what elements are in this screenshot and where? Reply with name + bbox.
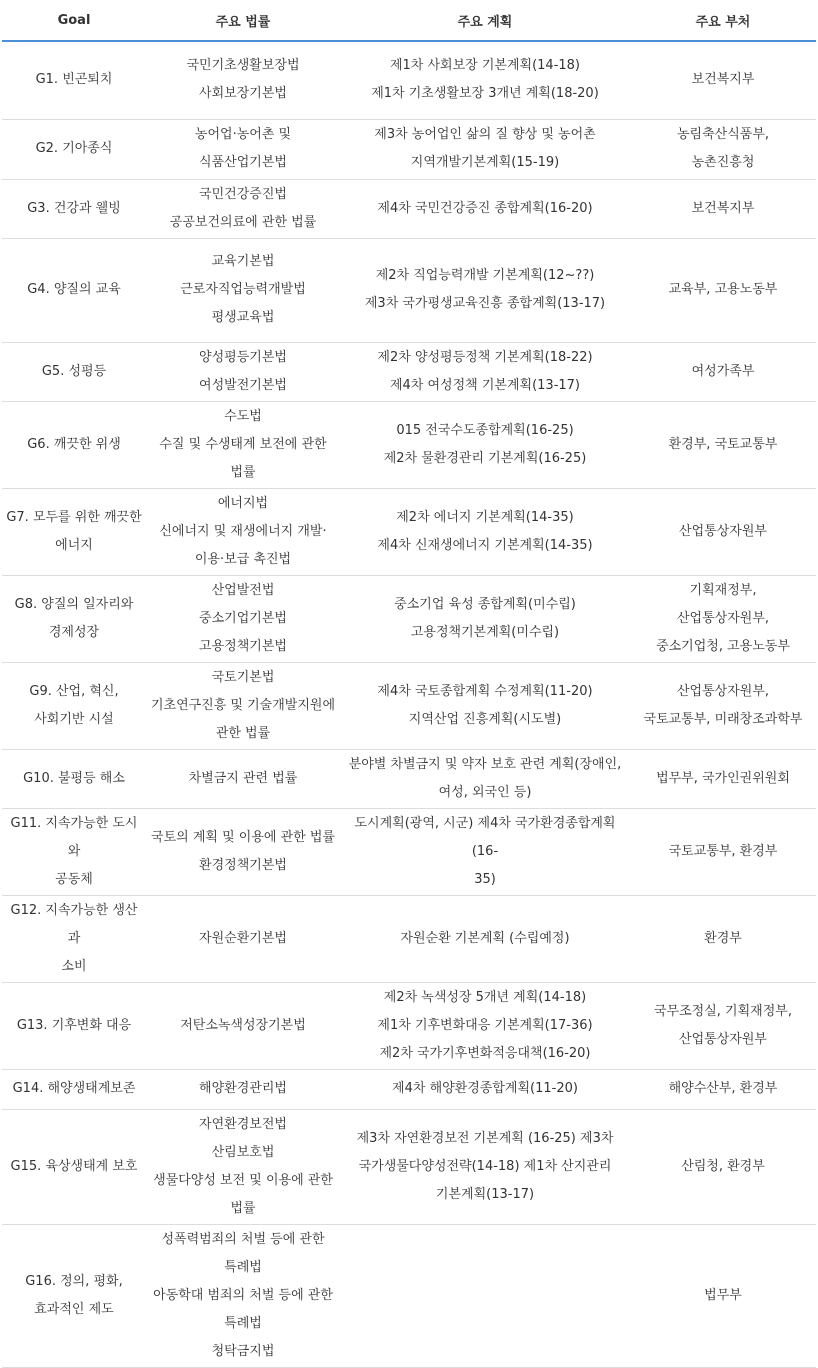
goal-cell [2,401,146,488]
laws-line: 근로자직업능력개발법 [180,282,306,297]
laws-line: 수도법 [224,408,262,424]
plans-cell [340,488,630,575]
plans-line: 기본계획(13-17) [435,1186,535,1202]
plans-line: 제2차 녹색성장 5개년 계획(14-18) [383,989,587,1005]
ministries-cell [630,1069,816,1109]
plans-line: 제1차 기초생활보장 3개년 계획(18-20) [371,86,599,102]
goal-line: G16. 정의, 평화, [25,1273,123,1289]
laws-line: 성폭력범죄의 처벌 등에 관한 [161,1231,325,1247]
ministries-cell [630,575,816,662]
laws-line: 식품산업기본법 [199,155,287,170]
plans-cell [340,575,630,662]
plans-cell [340,749,630,808]
laws-line: 수질 및 수생태계 보전에 관한 [159,436,327,452]
goal-cell [2,662,146,749]
goal-line: G12. 지속가능한 생산과 [10,902,138,946]
plans-cell [340,808,630,895]
plans-cell [340,179,630,238]
ministries-cell [630,401,816,488]
laws-line: 특례법 [224,1259,262,1275]
goal-line: 에너지 [55,537,93,553]
laws-line: 산림보호법 [211,1144,275,1160]
table-row [2,1109,816,1224]
ministries-line: 법무부, 국가인권위원회 [656,770,790,786]
laws-line: 자원순환기본법 [199,930,287,946]
laws-line: 생물다양성 보전 및 이용에 관한 [153,1172,333,1188]
plans-cell [340,1109,630,1224]
table-row [2,238,816,342]
laws-cell [146,1224,340,1367]
plans-line: 제4차 신재생에너지 기본계획(14-35) [377,537,593,553]
goal-line: G14. 해양생태계보존 [12,1081,136,1096]
laws-cell [146,749,340,808]
plans-cell [340,41,630,119]
ministries-cell [630,895,816,982]
plans-line: 제2차 양성평등정책 기본계획(18-22) [377,349,593,365]
plans-cell [340,1224,630,1367]
table-row [2,1069,816,1109]
plans-cell [340,401,630,488]
goal-cell [2,1109,146,1224]
table-row [2,179,816,238]
table-row [2,575,816,662]
laws-line: 법률 [230,1200,256,1216]
sdg-law-plan-table [2,0,816,1368]
ministries-line: 국토교통부, 미래창조과학부 [643,711,803,727]
plans-cell [340,1069,630,1109]
ministries-cell [630,749,816,808]
plans-line: 제1차 사회보장 기본계획(14-18) [389,58,581,74]
laws-line: 에너지법 [217,495,269,511]
plans-line: 제3차 국가평생교육진흥 종합계획(13-17) [364,296,606,311]
ministries-line: 산업통상자원부 [679,1031,767,1047]
laws-line: 이용·보급 촉진법 [194,551,292,567]
goal-line: G3. 건강과 웰빙 [27,200,121,216]
goal-cell [2,119,146,179]
table-row [2,749,816,808]
laws-line: 평생교육법 [211,310,275,325]
ministries-cell [630,238,816,342]
plans-line: 제1차 기후변화대응 기본계획(17-36) [377,1017,593,1033]
table-row [2,982,816,1069]
plans-line: 국가생물다양성전략(14-18) 제1차 산지관리 [358,1158,612,1174]
goal-cell [2,1069,146,1109]
laws-line: 교육기본법 [211,254,275,269]
plans-cell [340,238,630,342]
header-plans: 주요 계획 [340,0,630,41]
table-row [2,808,816,895]
laws-line: 법률 [230,464,256,480]
ministries-line: 보건복지부 [691,72,755,88]
goal-line: G7. 모두를 위한 깨끗한 [6,509,142,525]
goal-line: G1. 빈곤퇴치 [35,72,113,88]
goal-cell [2,575,146,662]
ministries-line: 산업통상자원부 [679,523,767,539]
laws-line: 중소기업기본법 [199,610,287,626]
plans-line: 지역산업 진흥계획(시도별) [408,711,562,727]
laws-line: 여성발전기본법 [199,377,287,393]
ministries-cell [630,119,816,179]
laws-line: 농어업·농어촌 및 [194,127,292,142]
ministries-cell [630,1224,816,1367]
plans-line: 제4차 해양환경종합계획(11-20) [392,1081,578,1096]
laws-cell [146,808,340,895]
goal-line: G15. 육상생태계 보호 [10,1158,138,1174]
laws-cell [146,238,340,342]
plans-line: 제2차 국가기후변화적응대책(16-20) [379,1045,591,1061]
goal-line: 소비 [61,958,87,974]
plans-cell [340,119,630,179]
ministries-cell [630,662,816,749]
plans-line: 제3차 농어업인 삶의 질 향상 및 농어촌 [374,127,596,142]
plans-line: 제2차 에너지 기본계획(14-35) [396,509,574,525]
table-row [2,488,816,575]
ministries-line: 산림청, 환경부 [681,1158,765,1174]
table-row [2,119,816,179]
goal-line: G5. 성평등 [41,363,107,379]
goal-cell [2,1224,146,1367]
goal-line: G9. 산업, 혁신, [29,683,119,699]
table-row [2,41,816,119]
laws-line: 관한 법률 [215,725,271,741]
goal-line: G4. 양질의 교육 [27,282,121,297]
goal-cell [2,808,146,895]
laws-line: 사회보장기본법 [199,86,287,102]
laws-line: 산업발전법 [211,582,275,598]
plans-line: 제4차 국토종합계획 수정계획(11-20) [377,683,593,699]
ministries-line: 해양수산부, 환경부 [668,1081,778,1096]
plans-line: 제3차 자연환경보전 기본계획 (16-25) 제3차 [356,1130,614,1146]
plans-cell [340,662,630,749]
table-header [2,0,816,41]
laws-cell [146,1109,340,1224]
ministries-line: 국토교통부, 환경부 [668,843,778,859]
laws-line: 차별금지 관련 법률 [188,770,298,786]
ministries-line: 법무부 [704,1287,742,1303]
laws-cell [146,982,340,1069]
goal-line: G8. 양질의 일자리와 [14,596,134,612]
laws-cell [146,488,340,575]
ministries-cell [630,808,816,895]
ministries-line: 여성가족부 [691,363,755,379]
plans-cell [340,342,630,401]
laws-line: 청탁금지법 [211,1343,275,1359]
laws-line: 저탄소녹색성장기본법 [180,1017,306,1033]
ministries-cell [630,488,816,575]
goal-line: G10. 불평등 해소 [23,770,125,786]
ministries-line: 보건복지부 [691,200,755,216]
laws-line: 신에너지 및 재생에너지 개발· [159,523,327,539]
table-row [2,662,816,749]
plans-line: 자원순환 기본계획 (수립예정) [400,930,570,946]
goal-cell [2,179,146,238]
plans-line: 제4차 여성정책 기본계획(13-17) [389,377,581,393]
header-goal: Goal [2,0,146,41]
laws-cell [146,401,340,488]
goal-cell [2,488,146,575]
laws-line: 환경정책기본법 [199,857,287,873]
plans-cell [340,982,630,1069]
goal-line: 공동체 [55,871,93,887]
table-row [2,342,816,401]
goal-line: G11. 지속가능한 도시와 [10,815,138,859]
laws-line: 양성평등기본법 [199,349,287,365]
laws-line: 아동학대 범죄의 처벌 등에 관한 [153,1287,333,1303]
plans-line: 여성, 외국인 등) [438,784,532,800]
ministries-line: 국무조정실, 기획재정부, [654,1003,792,1019]
plans-line: 제2차 물환경관리 기본계획(16-25) [383,450,587,466]
ministries-line: 농촌진흥청 [691,155,755,170]
header-laws: 주요 법률 [146,0,340,41]
ministries-line: 농림축산식품부, [676,127,770,142]
plans-line: 분야별 차별금지 및 약자 보호 관련 계획(장애인, [348,756,622,772]
table-row [2,401,816,488]
plans-line: 고용정책기본계획(미수립) [410,624,560,640]
goal-line: 사회기반 시설 [34,711,114,727]
plans-line: 015 전국수도종합계획(16-25) [396,422,574,438]
laws-cell [146,179,340,238]
plans-line: 지역개발기본계획(15-19) [410,155,560,170]
ministries-line: 환경부 [704,930,742,946]
plans-line: 제2차 직업능력개발 기본계획(12~??) [375,268,595,283]
laws-line: 국토의 계획 및 이용에 관한 법률 [151,829,335,845]
plans-line: 중소기업 육성 종합계획(미수립) [394,596,576,612]
goal-cell [2,238,146,342]
table-row [2,895,816,982]
goal-cell [2,895,146,982]
laws-cell [146,119,340,179]
ministries-line: 중소기업청, 고용노동부 [656,638,790,654]
laws-line: 기초연구진흥 및 기술개발지원에 [150,697,336,713]
goal-line: G13. 기후변화 대응 [16,1017,132,1033]
laws-line: 해양환경관리법 [199,1081,287,1096]
ministries-cell [630,41,816,119]
ministries-cell [630,342,816,401]
goal-cell [2,749,146,808]
laws-line: 특례법 [224,1315,262,1331]
header-row [2,0,816,41]
plans-line: 제4차 국민건강증진 종합계획(16-20) [377,200,593,216]
table-row [2,1224,816,1367]
laws-line: 공공보건의료에 관한 법률 [169,214,317,230]
ministries-cell [630,179,816,238]
laws-cell [146,895,340,982]
goal-cell [2,41,146,119]
goal-line: G6. 깨끗한 위생 [27,436,121,452]
table-body [2,41,816,1367]
plans-cell [340,895,630,982]
laws-line: 국민건강증진법 [199,186,287,202]
laws-cell [146,1069,340,1109]
laws-cell [146,342,340,401]
goal-line: 효과적인 제도 [34,1301,114,1317]
ministries-line: 산업통상자원부, [676,610,770,626]
goal-line: 경제성장 [48,624,100,640]
plans-line: 35) [474,871,496,887]
ministries-cell [630,1109,816,1224]
plans-line: 도시계획(광역, 시군) 제4차 국가환경종합계획(16- [354,815,616,859]
laws-line: 고용정책기본법 [199,638,287,654]
laws-line: 국토기본법 [211,669,275,685]
laws-line: 자연환경보전법 [199,1116,287,1132]
laws-cell [146,662,340,749]
ministries-line: 기획재정부, [689,582,757,598]
laws-cell [146,41,340,119]
header-ministries: 주요 부처 [630,0,816,41]
goal-cell [2,982,146,1069]
laws-cell [146,575,340,662]
laws-line: 국민기초생활보장법 [186,58,300,74]
ministries-line: 산업통상자원부, [676,683,770,699]
ministries-cell [630,982,816,1069]
ministries-line: 환경부, 국토교통부 [668,436,778,452]
goal-cell [2,342,146,401]
ministries-line: 교육부, 고용노동부 [668,282,778,297]
goal-line: G2. 기아종식 [35,141,113,156]
